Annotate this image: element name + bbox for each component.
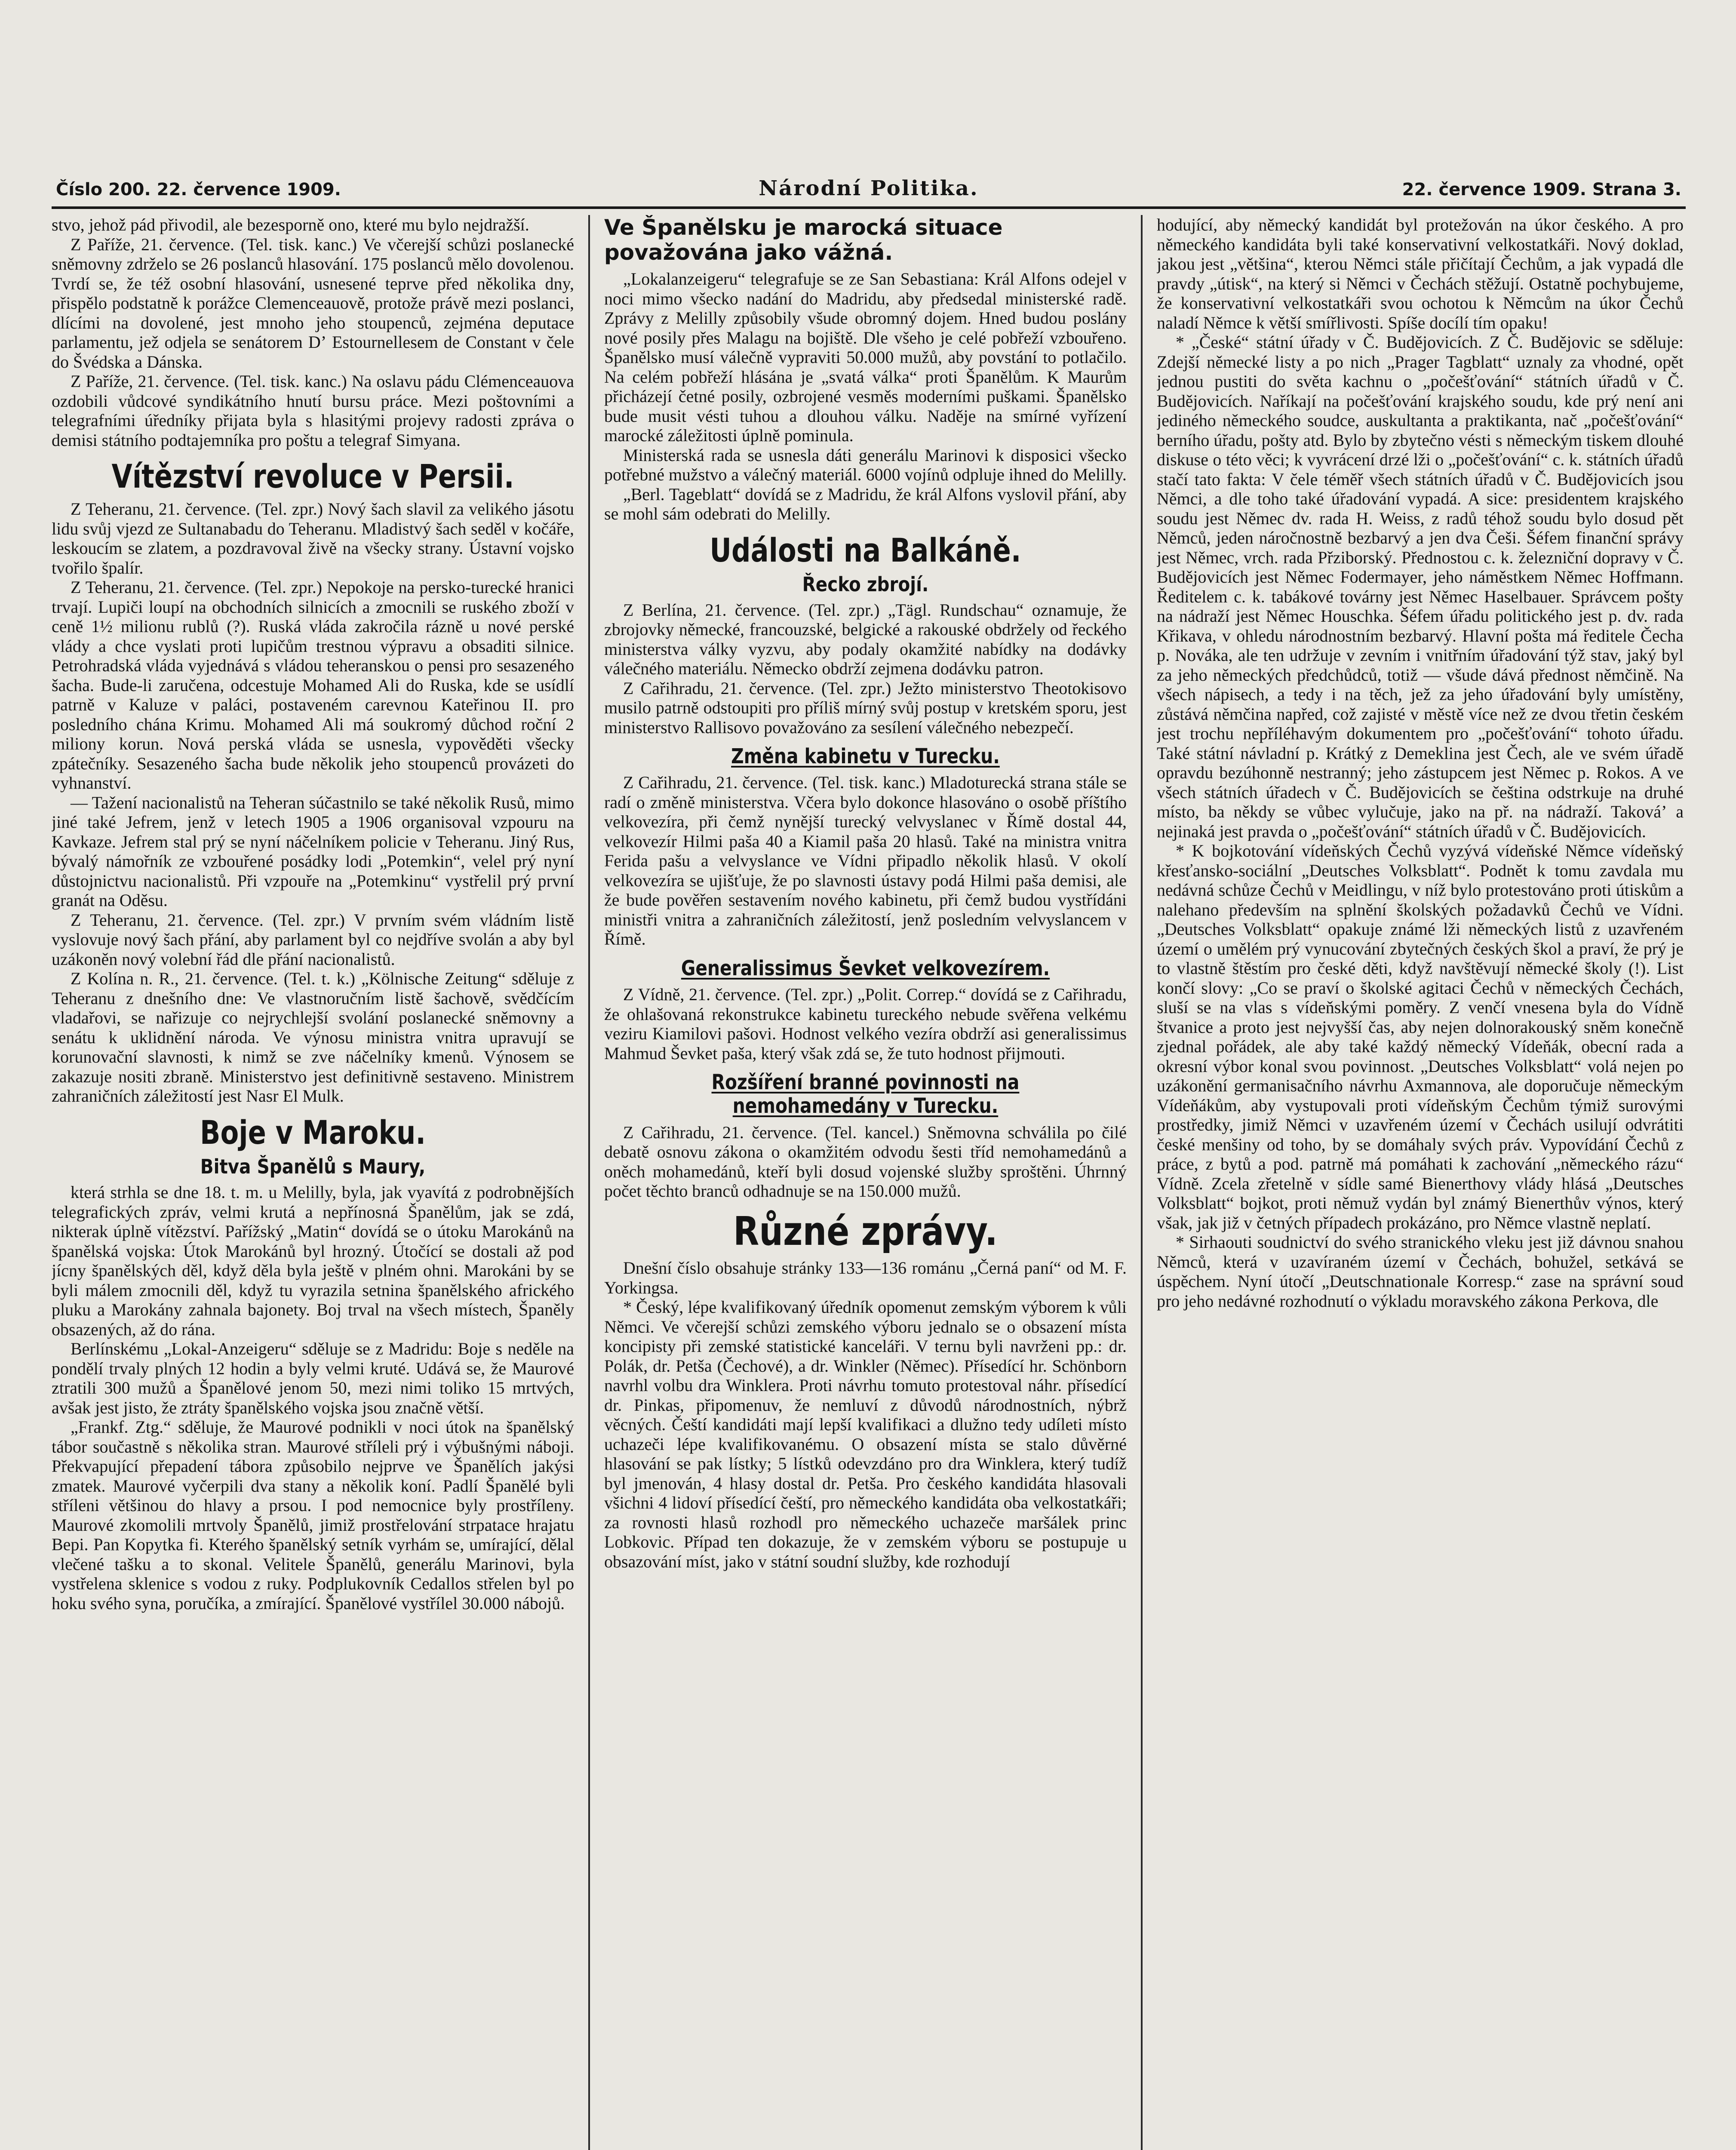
headline-spain: Ve Španělsku je marocká situace považována jako vážná.	[604, 215, 1003, 265]
headline-morocco: Boje v Maroku.	[200, 1113, 426, 1152]
subheadline: Generalissimus Ševket velkovezírem.	[681, 956, 1050, 980]
issue-info: Číslo 200. 22. července 1909.	[56, 180, 341, 200]
paragraph: Z Teheranu, 21. července. (Tel. zpr.) V prvním svém vládním listě vyslovuje nový šach přání, aby parlament byl co nejdříve svolán a aby byl uzákoněn nový volební řád dle přání nacionalistů.	[52, 910, 574, 969]
paragraph: * „České“ státní úřady v Č. Budějovicích. Z Č. Budějovic se sděluje: Zdejší německé listy a po nich „Prager Tagblatt“ uznaly za vhodné, opět jednou pustiti do světa kachnu o „počešťování“ státních úřadů v Č. Budějovicích. Naříkají na počešťování krajského soudu, kde prý není ani jediného německého soudce, auskultanta a praktikanta, nač „počešťování“ berního úřadu, pošty atd. Bylo by zbytečno vésti s německým tiskem dlouhé diskuse o této věci; k vyvrácení drzé lži o „počešťování“ c. k. státních úřadů stačí tato fakta: V čele téměř všech státních úřadů v Č. Budějovicích jsou Němci, a dle toho také úřadování vypadá. A sice: presidentem krajského soudu jest Němec dv. rada H. Weiss, z radů téhož soudu bylo dosud pět Němců, jeden náročnostně bezbarvý a jen dva Češi. Šéfem finanční správy jest Němec, vrch. rada Přziborský. Přednostou c. k. železniční dopravy v Č. Budějovicích jest Němec Fodermayer, jeho náměstkem Němec Hoffmann. Ředitelem c. k. tabákové továrny jest Němec Haselbauer. Správcem pošty na nádraží jest Němec Houschka. Šéfem úřadu politického jest p. dv. rada Křikava, v ohledu národnostním bezbarvý. Hlavní pošta má ředitele Čecha p. Nováka, ale ten udržuje v zevním i vnitřním úřadování týž stav, jaký byl za jeho německých předchůdců, totiž — všude dává přednost němčině. Na všech nápisech, a tedy i na těch, jež za jeho úřadování byly umístěny, zůstává němčina napřed, což zajisté v městě více než ze dvou třetin českém jest trochu nepříléhavým dokumentem pro „počešťování“ tohoto úřadu. Také státní návladní p. Krátký z Demeklina jest Čech, ale ve svém úřadě opravdu bezúhonně nestranný; jeho zástupcem jest Němec p. Rokos. A ve všech státních úřadech v Č. Budějovicích se čeština odstrkuje na druhé místo, ba někdy se vůbec vylučuje, jako na př. na nádraží. Takováʼ a nejinaká jest pravda o „počešťování“ státních úřadů v Č. Budějovicích.	[1157, 332, 1684, 841]
paragraph: Z Berlína, 21. července. (Tel. zpr.) „Tägl. Rundschau“ oznamuje, že zbrojovky německé, francouzské, belgické a rakouské obdržely od řeckého ministerstva války vyzvu, aby podaly okamžité nabídky na dodávky válečného materiálu. Německo obdrží zejmena dodávku patron.	[604, 600, 1127, 679]
paragraph: Z Paříže, 21. července. (Tel. tisk. kanc.) Ve včerejší schůzi poslanecké sněmovny zdrželo se 26 poslanců hlasování. 175 poslanců mělo dovolenou. Tvrdí se, že též osobní hlasování, usnesené teprve před několika dny, přispělo podstatně k porážce Clemenceauově, protože právě mezi poslanci, dlícími na dovolené, jest mnoho jeho stoupenců, zejména deputace parlamentu, jež odjela se senátorem Dʼ Estournellesem de Constant v čele do Švédska a Dánska.	[52, 234, 574, 372]
paragraph: * Český, lépe kvalifikovaný úředník opomenut zemským výborem k vůli Němci. Ve včerejší schůzi zemského výboru jednalo se o obsazení místa koncipisty při zemské statistické kanceláři. V ternu byli navrženi pp.: dr. Polák, dr. Petša (Čechové), a dr. Winkler (Němec). Přísedící hr. Schönborn navrhl volbu dra Winklera. Proti návrhu tomuto protestoval náhr. přísedící dr. Pinkas, připomenuv, že nemluví z důvodů národnostních, nýbrž věcných. Čeští kandidáti mají lepší kvalifikaci a dlužno tedy udíleti místo uchazeči lépe kvalifikovanému. O obsazení místa se stalo důvěrné hlasování se pak lístky; 5 lístků odevzdáno pro dra Winklera, který tudíž byl jmenován, 4 hlasy dostal dr. Petša. Pro českého kandidáta hlasovali všichni 4 lidoví přísedící čeští, pro německého kandidáta oba velkostatkáři; za rovnosti hlasů rozhodl pro německého uchazeče maršálek princ Lobkovic. Případ ten dokazuje, že v zemském výboru se postupuje u obsazování míst, jako v státní soudní služby, kde rozhodují	[604, 1297, 1127, 1571]
paragraph: která strhla se dne 18. t. m. u Melilly, byla, jak vyavítá z podrobnějších telegrafických zpráv, velmi krutá a nepřínosná Španělům, jak se zdá, nikterak úplně vítězství. Pařížský „Matin“ dovídá se o útoku Marokánů na španělská vojska: Útok Marokánů byl hrozný. Útočící se dostali až pod jícny španělských děl, když děla byla ještě v plném ohni. Marokáni by se byli málem zmocnili děl, když tu vyrazila setnina španělského afrického pluku a Marokány zahnala bajonety. Boj trval na všech místech, Španěly obsazených, až do rána.	[52, 1182, 574, 1339]
page-header	[52, 172, 1686, 209]
newspaper-page	[52, 172, 1686, 2150]
date-page-info: 22. července 1909. Strana 3.	[1402, 180, 1681, 200]
paragraph: Ministerská rada se usnesla dáti generálu Marinovi k disposici všecko potřebné mužstvo a válečný materiál. 6000 vojínů odpluje ihned do Melilly.	[604, 445, 1127, 484]
column-divider	[1141, 215, 1143, 2150]
paragraph: Z Cařihradu, 21. července. (Tel. kancel.) Sněmovna schválila po čilé debatě osnovu zákona o okamžitém odvodu šesti tříd nemohamedánů a oněch mohamedánů, kteří byli dosud vojenské služby sproštěni. Úhrnný počet těchto branců odhadnuje se na 150.000 mužů.	[604, 1122, 1127, 1201]
paragraph: * K bojkotování vídeňských Čechů vyzývá vídeňské Němce vídeňský křesťansko-sociální „Deutsches Volksblatt“. Podnět k tomu zavdala mu nedávná schůze Čechů v Meidlingu, v níž bylo protestováno proti útiskům a nalehano především na splnění školských požadavků Čechů ve Vídni. „Deutsches Volksblatt“ opakuje známé lži německých listů z uzavřeném území o umělém prý vynucování zbytečných českých škol a praví, že prý je to vlastně štěstím pro české děti, když navštěvují německé školy (!). List končí slovy: „Co se praví o školské agitaci Čechů v německých Čechách, sluší se na vlas s vídeňskými poměry. Z venčí vnesena byla do Vídně štvanice a proto jest nejvyšší čas, aby nejen dolnorakouský sněm konečně zjednal pořádek, ale aby také každý německý Vídeňák, obecní rada a okresní výbor konal svou povinnost. „Deutsches Volksblatt“ volá nejen po uzákonění germanisačního návrhu Axmannova, ale doporučuje německým Vídeňákům, aby vystupovali proti vídeňským Čechům týmiž surovými prostředky, jimiž Němci v uzavřeném území v Čechách usilují odvrátiti české menšiny od toho, by se domáhaly svých práv. Vypovídání Čechů z práce, z bytů a pod. patrně má pomáhati k zachování „německého rázu“ Vídně. Zcela zřetelně v sídle samé Bienerthovy vlády hlásá „Deutsches Volksblatt“ bojkot, proti němuž vydán byl známý Bienerthův výnos, který však, jak již v četných případech prokázáno, pro Němce vlastně neplatí.	[1157, 841, 1684, 1232]
paragraph: Z Vídně, 21. července. (Tel. zpr.) „Polit. Correp.“ dovídá se z Cařihradu, že ohlašovaná rekonstrukce kabinetu tureckého nebude svěřena velkému veziru Kiamilovi pašovi. Hodnost velkého vezíra obdrží asi generalissimus Mahmud Ševket paša, který však zdá se, že tuto hodnost přijmouti.	[604, 985, 1127, 1063]
subheadline: Bitva Španělů s Maury,	[200, 1155, 426, 1179]
paragraph: Berlínskému „Lokal-Anzeigeru“ sděluje se z Madridu: Boje s neděle na pondělí trvaly plných 12 hodin a byly velmi kruté. Udává se, že Maurové ztratili 300 mužů a Španělové jenom 50, mezi nimi toliko 15 mrtvých, avšak jest jisto, že ztráty španělského vojska jsou značně větší.	[52, 1339, 574, 1417]
column-1	[52, 215, 574, 2150]
paragraph: Z Kolína n. R., 21. července. (Tel. t. k.) „Kölnische Zeitung“ sděluje z Teheranu z dnešního dne: Ve vlastnoručním listě šachově, svědčícím vladařovi, se nařizuje co nejrychlejší svolání poslanecké sněmovny a senátu k uklidnění národa. Ve výnosu ministra vnitra upravují se korunovační slavnosti, k nimž se zve náčelníky kmenů. Výnosem se zakazuje nositi zbraně. Ministerstvo jest definitivně sestaveno. Ministrem zahraničních záležitostí jest Nasr El Mulk.	[52, 969, 574, 1106]
paragraph: hodující, aby německý kandidát byl protežován na úkor českého. A pro německého kandidáta byli také konservativní velkostatkáři. Nový doklad, jakou jest „většina“, kterou Němci stále přičítají Čechům, a jak vypadá dle pravdy „útisk“, na který si Němci v Čechách stěžují. Ostatně pochybujeme, že konservativní velkostatkáři svou ochotou k Němcům na úkor Čechů naladí Němce k větší smířlivosti. Spíše docílí tím opaku!	[1157, 215, 1684, 332]
paragraph: stvo, jehož pád přivodil, ale bezesporně ono, které mu bylo nejdražší.	[52, 215, 529, 234]
column-2	[604, 215, 1127, 2150]
paragraph: Z Teheranu, 21. července. (Tel. zpr.) Nepokoje na persko-turecké hranici trvají. Lupiči loupí na obchodních silnicích a zmocnili se ruského zboží v ceně 1½ milionu rublů (?). Ruská vláda zakročila rázně u nové perské vlády a chce vyslati proti lupičům trestnou výpravu a obsaditi silnice. Petrohradská vláda vyjednává s vládou teheranskou o pensi pro sesazeného šacha. Bude-li zaručena, odcestuje Mohamed Ali do Ruska, kde se usídlí patrně v Kaluze v paláci, postaveném carevnou Kateřinou II. pro posledního chána Krimu. Mohamed Ali má soukromý důchod roční 2 miliony korun. Nová perská vláda se usnesla, vypověděti všecky zpátečníky. Sesazeného šacha bude několik jeho stoupenců provázeti do vyhnanství.	[52, 577, 574, 793]
paragraph: Z Teheranu, 21. července. (Tel. zpr.) Nový šach slavil za velikého jásotu lidu svůj vjezd ze Sultanabadu do Teheranu. Mladistvý šach seděl v kočáře, leskoucím se zlatem, a pozdravoval živě na všecky strany. Ústavní vojsko tvořilo špalír.	[52, 499, 574, 577]
masthead-title: Národní Politika.	[759, 176, 979, 200]
subheadline: Rozšíření branné povinnosti na nemohamedány v Turecku.	[711, 1070, 1020, 1118]
paragraph: Z Cařihradu, 21. července. (Tel. tisk. kanc.) Mladoturecká strana stále se radí o změně ministerstva. Včera bylo dokonce hlasováno o osobě příštího velkovezíra, při čemž nynější turecký velvyslanec v Římě dostal 44, velkovezír Hilmi paša 40 a Kiamil paša 20 hlasů. Také na ministra vnitra Ferida pašu a velvyslance ve Vídni připadlo několik hlasů. V okolí velkovezíra se ujišťuje, že po slavnosti ústavy podá Hilmi paša demisi, ale že bude pověřen sestavením nového kabinetu, při čemž budou vystřídáni ministři vnitra a zahraničních záležitostí, jenž posledním velvyslancem v Římě.	[604, 773, 1127, 949]
paragraph: Dnešní číslo obsahuje stránky 133—136 románu „Černá paní“ od M. F. Yorkingsa.	[604, 1258, 1127, 1297]
paragraph: Z Cařihradu, 21. července. (Tel. zpr.) Ježto ministerstvo Theotokisovo musilo patrně odstoupiti pro příliš mírný svůj postup v kretském sporu, jest ministerstvo Rallisovo považováno za sesílení válečného nebezpečí.	[604, 678, 1127, 737]
headline-balkans: Události na Balkáně.	[710, 531, 1021, 569]
paragraph: — Tažení nacionalistů na Teheran súčastnilo se také několik Rusů, mimo jiné také Jefrem, jenž v letech 1905 a 1906 organisoval vzpouru na Kavkaze. Jefrem stal prý se nyní náčelníkem policie v Teheranu. Jiný Rus, bývalý námořník ze vzbouřené posádky lodi „Potemkin“, velel prý nyní důstojnictvu nacionalistů. Při vzpouře na „Potemkinu“ vystřelil prý první granát na Oděsu.	[52, 792, 574, 910]
headline-persia: Vítězství revoluce v Persii.	[111, 457, 514, 495]
paragraph: „Frankf. Ztg.“ sděluje, že Maurové podnikli v noci útok na španělský tábor součastně s několika stran. Maurové stříleli prý i výbušnými náboji. Překvapující přepadení tábora způsobilo nejprve ve Španělích jakýsi zmatek. Maurové vyčerpili dva stany a několik koní. Padlí Španělé byli stříleni většinou do hlavy a prsou. I pod nemocnice byly prostříleny. Maurové zkomolili mrtvoly Španělů, jimiž prostřelování strpatace hrajatu Bepi. Pan Kopytka fi. Kterého španělský setník vyrhám se, umírající, dělal vlečené tašku a to skonal. Velitele Španělů, generálu Marinovi, byla vystřelena sklenice s vodou z ruky. Podplukovník Cedallos střelen byl po hoku svého syna, poručíka, a zmírající. Španělové vystřílel 30.000 nábojů.	[52, 1417, 574, 1613]
column-divider	[588, 215, 590, 2150]
subheadline: Řecko zbrojí.	[802, 572, 929, 596]
paragraph: * Sirhaouti soudnictví do svého stranického vleku jest již dávnou snahou Němců, která v uzavíraném území v Čechách, bohužel, setkává se úspěchem. Nyní útočí „Deutschnationale Korresp.“ zase na správní soud pro jeho nedávné rozhodnutí o výkladu moravského zákona Perkova, dle	[1157, 1232, 1684, 1311]
paragraph: Z Paříže, 21. července. (Tel. tisk. kanc.) Na oslavu pádu Clémenceauova ozdobili vůdcové syndikátního hnutí bursu práce. Mezi poštovními a telegrafními úředníky přijata byla s hlasitými projevy radosti zpráva o demisi státního podtajemníka pro poštu a telegraf Simyana.	[52, 372, 574, 450]
paragraph: „Lokalanzeigeru“ telegrafuje se ze San Sebastiana: Král Alfons odejel v noci mimo všecko nadání do Madridu, aby předsedal ministerské radě. Zprávy z Melilly způsobily všude obromný dojem. Hned budou poslány nové posily přes Malagu na bojiště. Dle všeho je celé pobřeží vzbouřeno. Španělsko musí válečně vypraviti 50.000 mužů, aby povstání to potlačilo. Na celém pobřeží hlásána je „svatá válka“ proti Španělům. K Maurům přicházejí četné posily, ozbrojené vesměs moderními puškami. Španělsko bude musit vésti tuhou a dlouhou válku. Naděje na smírné vyřízení marocké záležitosti úplně pominula.	[604, 269, 1127, 445]
headline-various-news: Různé zprávy.	[733, 1208, 998, 1254]
subheadline: Změna kabinetu v Turecku.	[731, 744, 1000, 769]
paragraph: „Berl. Tageblatt“ dovídá se z Madridu, že král Alfons vyslovil přání, aby se mohl sám odebrati do Melilly.	[604, 484, 1127, 523]
column-3	[1157, 215, 1684, 2150]
